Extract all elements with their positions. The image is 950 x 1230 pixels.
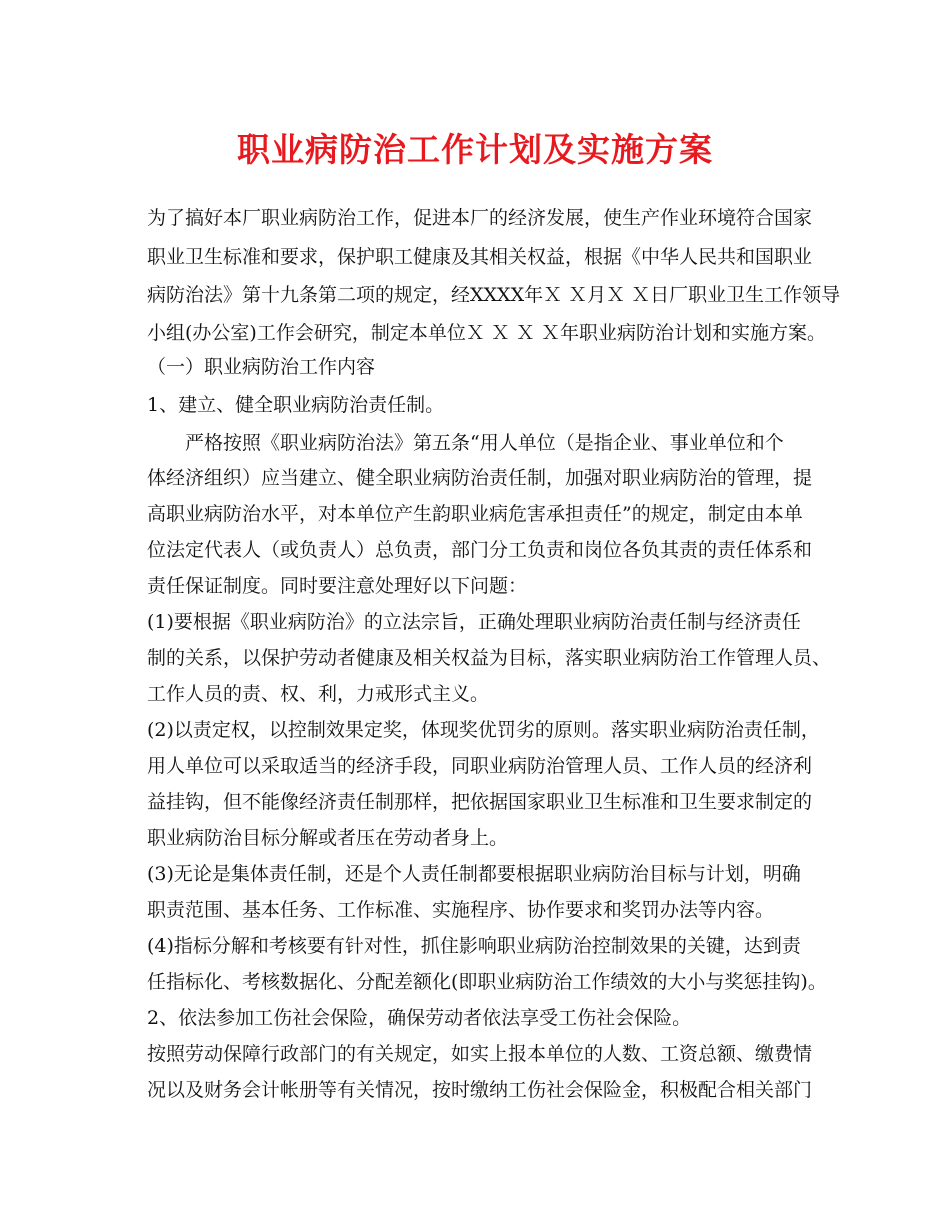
paragraph-line-18: 职责范围、基本任务、工作标准、实施程序、协作要求和奖罚办法等内容。 <box>147 899 775 921</box>
paragraph-line-21: 按照劳动保障行政部门的有关规定，如实上报本单位的人数、工资总额、缴费情 <box>147 1043 813 1065</box>
paragraph-line-19: (4)指标分解和考核要有针对性，抓住影响职业病防治控制效果的关键，达到责 <box>147 935 801 957</box>
paragraph-line-5: 严格按照《职业病防治法》第五条“用人单位（是指企业、事业单位和个 <box>185 432 784 454</box>
paragraph-line-1: 为了搞好本厂职业病防治工作，促进本厂的经济发展，使生产作业环境符合国家 <box>147 207 813 229</box>
paragraph-line-13: (2)以责定权，以控制效果定奖，体现奖优罚劣的原则。落实职业病防治责任制， <box>147 719 820 741</box>
paragraph-line-20: 任指标化、考核数据化、分配差额化(即职业病防治工作绩效的大小与奖惩挂钩)。 <box>147 971 827 993</box>
paragraph-line-3: 病防治法》第十九条第二项的规定，经XXXX年Ｘ Ｘ月Ｘ Ｘ日厂职业卫生工作领导 <box>147 284 841 306</box>
paragraph-line-11: 制的关系，以保护劳动者健康及相关权益为目标，落实职业病防治工作管理人员、 <box>147 647 832 669</box>
paragraph-line-4: 小组(办公室)工作会研究，制定本单位Ｘ Ｘ Ｘ Ｘ年职业病防治计划和实施方案。 <box>147 322 826 344</box>
paragraph-line-12: 工作人员的责、权、利，力戒形式主义。 <box>147 683 490 705</box>
paragraph-line-22: 况以及财务会计帐册等有关情况，按时缴纳工伤社会保险金，积极配合相关部门 <box>147 1079 813 1101</box>
section-heading-1: （一）职业病防治工作内容 <box>147 356 376 378</box>
paragraph-line-8: 位法定代表人（或负责人）总负责，部门分工负责和岗位各负其责的责任体系和 <box>147 539 813 561</box>
item-heading-2: 2、依法参加工伤社会保险，确保劳动者依法享受工伤社会保险。 <box>147 1007 692 1029</box>
paragraph-line-15: 益挂钩，但不能像经济责任制那样，把依据国家职业卫生标准和卫生要求制定的 <box>147 791 813 813</box>
item-heading-1: 1、建立、健全职业病防治责任制。 <box>147 394 445 416</box>
paragraph-line-9: 责任保证制度。同时要注意处理好以下问题： <box>147 575 528 597</box>
paragraph-line-14: 用人单位可以采取适当的经济手段，同职业病防治管理人员、工作人员的经济利 <box>147 755 813 777</box>
document-title: 职业病防治工作计划及实施方案 <box>237 130 713 169</box>
paragraph-line-7: 高职业病防治水平，对本单位产生韵职业病危害承担责任”的规定，制定由本单 <box>147 503 803 525</box>
paragraph-line-6: 体经济组织）应当建立、健全职业病防治责任制，加强对职业病防治的管理，提 <box>147 467 813 489</box>
paragraph-line-2: 职业卫生标准和要求，保护职工健康及其相关权益，根据《中华人民共和国职业 <box>147 246 813 268</box>
paragraph-line-16: 职业病防治目标分解或者压在劳动者身上。 <box>147 827 509 849</box>
paragraph-line-10: (1)要根据《职业病防治》的立法宗旨，正确处理职业病防治责任制与经济责任 <box>147 611 801 633</box>
paragraph-line-17: (3)无论是集体责任制，还是个人责任制都要根据职业病防治目标与计划，明确 <box>147 863 801 885</box>
